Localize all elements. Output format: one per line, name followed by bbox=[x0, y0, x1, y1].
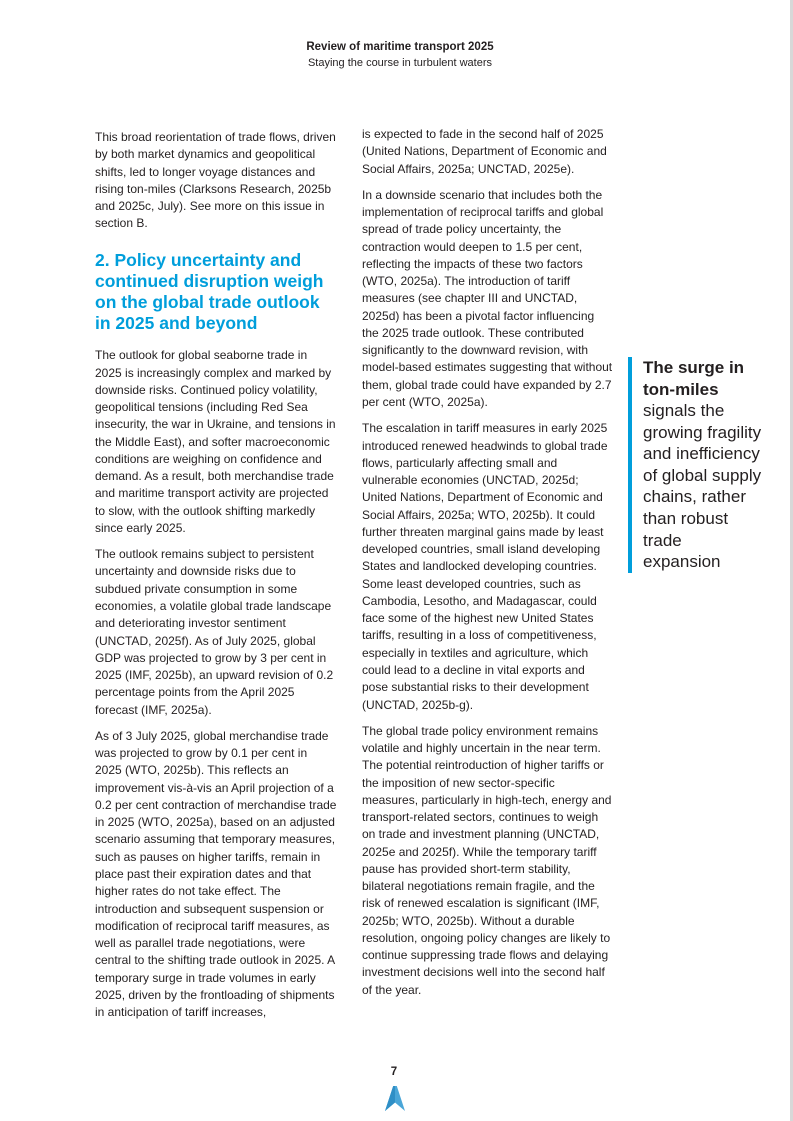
body-paragraph: As of 3 July 2025, global merchandise trade was projected to grow by 0.1 per cent in 2025 (WTO, 2025b). This reflects an improvement vis-à-vis an April projection of a 0.2 per cent contraction of merchandise trade in 2025 (WTO, 2025a), based on an adjusted scenario assuming that temporary measures, such as pauses on higher tariffs, remain in place past their expiration dates and that higher rates do not take effect. The introduction and subsequent suspension or modification of reciprocal tariff measures, as well as parallel trade negotiations, were central to the shifting trade outlook in 2025. A temporary surge in trade volumes in early 2025, driven by the frontloading of shipments in anticipation of tariff increases, bbox=[95, 728, 337, 1020]
body-paragraph: In a downside scenario that includes both the implementation of reciprocal tariffs and global spread of trade policy uncertainty, the contraction would deepen to 1.5 per cent, reflecting the impacts of these two factors (WTO, 2025a). The introduction of tariff measures (see chapter III and UNCTAD, 2025d) has been a pivotal factor influencing the 2025 trade outlook. These contributed significantly to the downward revision, with model-based estimates suggesting that without them, global trade could have expanded by 2.7 per cent (WTO, 2025a). bbox=[362, 187, 613, 409]
body-paragraph: is expected to fade in the second half of 2025 (United Nations, Department of Economic and Social Affairs, 2025a; UNCTAD, 2025e). bbox=[362, 127, 607, 176]
pull-quote bbox=[628, 357, 762, 573]
right-column bbox=[362, 126, 614, 1008]
pull-quote-text: signals the growing fragility and inefficiency of global supply chains, rather than robust trade expansion bbox=[643, 401, 762, 572]
page-number: 7 bbox=[390, 1066, 398, 1078]
section-heading: 2. Policy uncertainty and continued disruption weigh on the global trade outlook in 2025 and beyond bbox=[95, 249, 324, 334]
running-header bbox=[300, 40, 500, 70]
pull-quote-lead: The surge in ton-miles bbox=[643, 358, 745, 399]
body-paragraph: The outlook remains subject to persistent uncertainty and downside risks due to subdued private consumption in some economies, a volatile global trade landscape and deteriorating investor sentiment (UNCTAD, 2025f). As of July 2025, global GDP was projected to grow by 3 per cent in 2025 (IMF, 2025b), an upward revision of 0.2 percentage points from the April 2025 forecast (IMF, 2025a). bbox=[95, 547, 334, 717]
body-paragraph: The global trade policy environment remains volatile and highly uncertain in the near term. The potential reintroduction of higher tariffs or the imposition of new sector-specific measures, particularly in high-tech, energy and transport-related sectors, continues to weigh on trade and investment planning (UNCTAD, 2025e and 2025f). While the temporary tariff pause has provided short-term stability, bilateral negotiations remain fragile, and the risk of renewed escalation is significant (IMF, 2025b; WTO, 2025b). Without a durable resolution, ongoing policy changes are likely to continue suppressing trade flows and delaying investment decisions well into the second half of the year. bbox=[362, 723, 612, 997]
report-subtitle: Staying the course in turbulent waters bbox=[307, 56, 493, 69]
left-column bbox=[95, 129, 337, 1030]
intro-paragraph: This broad reorientation of trade flows, driven by both market dynamics and geopolitical shifts, led to longer voyage distances and rising ton-miles (Clarksons Research, 2025b and 2025c, July). See more on this issue in section B. bbox=[95, 130, 336, 231]
report-title: Review of maritime transport 2025 bbox=[306, 41, 494, 53]
body-paragraph: The escalation in tariff measures in early 2025 introduced renewed headwinds to global trade flows, particularly affecting small and vulnerable economies (UNCTAD, 2025d; United Nations, Department of Economic and Social Affairs, 2025a; WTO, 2025b). It could further threaten marginal gains made by least developed countries, small island developing States and landlocked developing countries. Some least developed countries, such as Cambodia, Lesotho, and Madagascar, could face some of the highest new United States tariffs, resulting in a loss of competitiveness, especially in textiles and agriculture, which could lead to a decline in vital exports and pose substantial risks to their development (UNCTAD, 2025b-g). bbox=[362, 421, 608, 712]
chevron-up-logo-icon bbox=[383, 1084, 407, 1112]
body-paragraph: The outlook for global seaborne trade in 2025 is increasingly complex and marked by downside risks. Continued policy volatility, geopolitical tensions (including Red Sea insecurity, the war in Ukraine, and tensions in the Middle East), and softer macroeconomic conditions are weighing on confidence and demand. As a result, both merchandise trade and maritime transport activity are projected to slow, with the outlook shifting markedly since early 2025. bbox=[95, 348, 336, 535]
